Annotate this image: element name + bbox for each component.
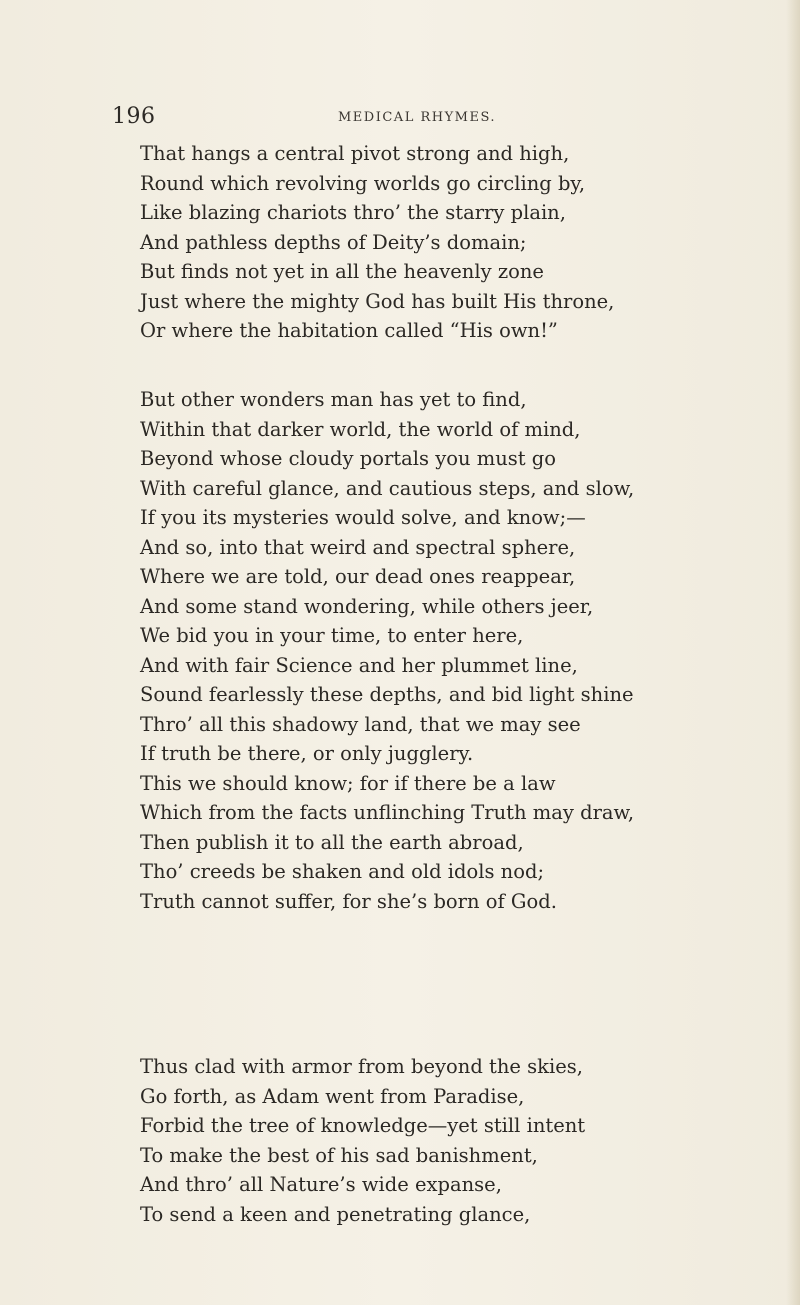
stanza-2 (140, 385, 780, 916)
verse-line: If truth be there, or only jugglery. (140, 742, 474, 765)
verse-line: To send a keen and penetrating glance, (140, 1202, 531, 1226)
verse-line: And thro’ all Nature’s wide expanse, (140, 1173, 502, 1196)
verse-line: Thus clad with armor from beyond the skies, (140, 1055, 583, 1078)
verse-line: Sound fearlessly these depths, and bid light shine (140, 683, 634, 706)
verse-line: This we should know; for if there be a law (140, 771, 556, 795)
verse-line: But finds not yet in all the heavenly zone (140, 260, 544, 283)
verse-line: And pathless depths of Deity’s domain; (140, 230, 527, 254)
verse-line: But other wonders man has yet to find, (140, 388, 527, 411)
verse-line: Where we are told, our dead ones reappear, (140, 565, 576, 588)
stanza-1 (140, 139, 780, 346)
verse-line: With careful glance, and cautious steps, and slow, (140, 476, 635, 500)
verse-line: Then publish it to all the earth abroad, (140, 830, 524, 854)
page-edge-shadow (786, 0, 800, 1305)
verse-line: Like blazing chariots thro’ the starry plain, (140, 201, 566, 224)
verse-line: Thro’ all this shadowy land, that we may see (140, 712, 581, 736)
verse-line: We bid you in your time, to enter here, (140, 624, 524, 647)
verse-line: Truth cannot suffer, for she’s born of God. (140, 889, 557, 913)
verse-line: Forbid the tree of knowledge—yet still intent (140, 1114, 586, 1137)
verse-line: Go forth, as Adam went from Paradise, (140, 1084, 525, 1108)
verse-line: Beyond whose cloudy portals you must go (140, 447, 557, 470)
verse-line: Tho’ creeds be shaken and old idols nod; (140, 860, 545, 883)
verse-line: Just where the mighty God has built His throne, (140, 289, 615, 313)
verse-line: Round which revolving worlds go circling by, (140, 171, 586, 195)
verse-line: Within that darker world, the world of mind, (140, 417, 581, 441)
verse-line: Which from the facts unflinching Truth may draw, (140, 801, 635, 824)
verse-line: Or where the habitation called “His own!” (140, 319, 558, 342)
verse-line: That hangs a central pivot strong and high, (140, 142, 570, 165)
verse-line: If you its mysteries would solve, and know;— (140, 506, 586, 529)
verse-line: To make the best of his sad banishment, (140, 1143, 538, 1167)
verse-line: And some stand wondering, while others jeer, (140, 594, 594, 618)
verse-line: And so, into that weird and spectral sphere, (140, 535, 576, 559)
verse-line: And with fair Science and her plummet line, (140, 653, 578, 677)
running-title: MEDICAL RHYMES. (338, 110, 497, 125)
page-number: 196 (112, 104, 156, 129)
stanza-3 (140, 1052, 780, 1229)
